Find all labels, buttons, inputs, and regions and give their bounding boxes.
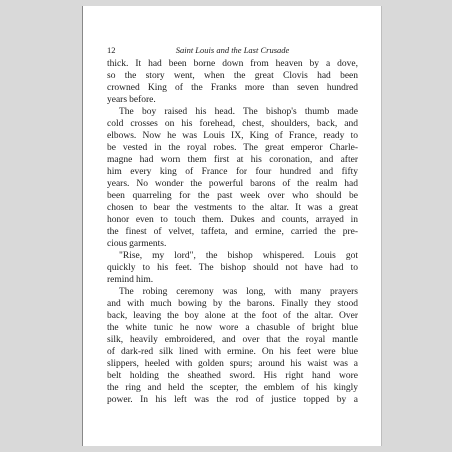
book-page [82, 6, 382, 446]
text-line: the white tunic he now wore a chasuble of bright blue [107, 323, 358, 333]
text-line: silk, heavily embroidered, and over that the royal mantle [107, 335, 358, 345]
text-line: of dark-red silk lined with ermine. On his feet were blue [107, 347, 358, 357]
text-line: The robing ceremony was long, with many prayers [119, 287, 358, 297]
text-line: years before. [107, 95, 156, 105]
paragraph-1 [107, 58, 358, 106]
text-line: cold crosses on his forehead, chest, shoulders, back, and [107, 119, 358, 129]
text-line: and with much bowing by the barons. Finally they stood [107, 299, 358, 309]
text-line: been quarreling for the past week over who should be [107, 191, 358, 201]
text-line: be vested in the royal robes. The great emperor Charle- [107, 143, 358, 153]
text-line: slippers, heeled with golden spurs; around his waist was a [107, 359, 358, 369]
text-line: crowned King of the Franks more than seven hundred [107, 83, 358, 93]
text-line: honor even to touch them. Dukes and counts, arrayed in [107, 215, 358, 225]
paragraph-2 [107, 106, 358, 250]
text-block [107, 44, 358, 406]
text-line: so the story went, when the great Clovis had been [107, 71, 358, 81]
text-line: elbows. Now he was Louis IX, King of France, ready to [107, 131, 358, 141]
text-line: magne had worn them first at his coronation, and after [107, 155, 358, 165]
text-line: "Rise, my lord", the bishop whispered. Louis got [119, 251, 358, 261]
text-line: the finest of velvet, taffeta, and ermine, carried the pre- [107, 227, 358, 237]
text-line: belt holding the sheathed sword. His right hand wore [107, 371, 358, 381]
paragraph-3 [107, 250, 358, 286]
text-line: The boy raised his head. The bishop's thumb made [119, 107, 358, 117]
text-line: years. No wonder the powerful barons of the realm had [107, 179, 358, 189]
running-head [107, 44, 358, 58]
text-line: him every king of France for four hundred and fifty [107, 167, 358, 177]
text-line: chosen to bear the vestments to the altar. It was a great [107, 203, 358, 213]
text-line: cious garments. [107, 239, 167, 249]
text-line: thick. It had been borne down from heaven by a dove, [107, 59, 358, 69]
text-line: quickly to his feet. The bishop should not have had to [107, 263, 358, 273]
text-line: power. In his left was the rod of justice topped by a [107, 395, 358, 405]
paragraph-4 [107, 286, 358, 406]
page-number: 12 [107, 45, 116, 55]
running-title: Saint Louis and the Last Crusade [175, 45, 290, 55]
text-line: the ring and held the scepter, the emblem of his kingly [107, 383, 358, 393]
text-line: remind him. [107, 275, 154, 285]
text-line: back, leaving the boy alone at the foot of the altar. Over [107, 311, 358, 321]
